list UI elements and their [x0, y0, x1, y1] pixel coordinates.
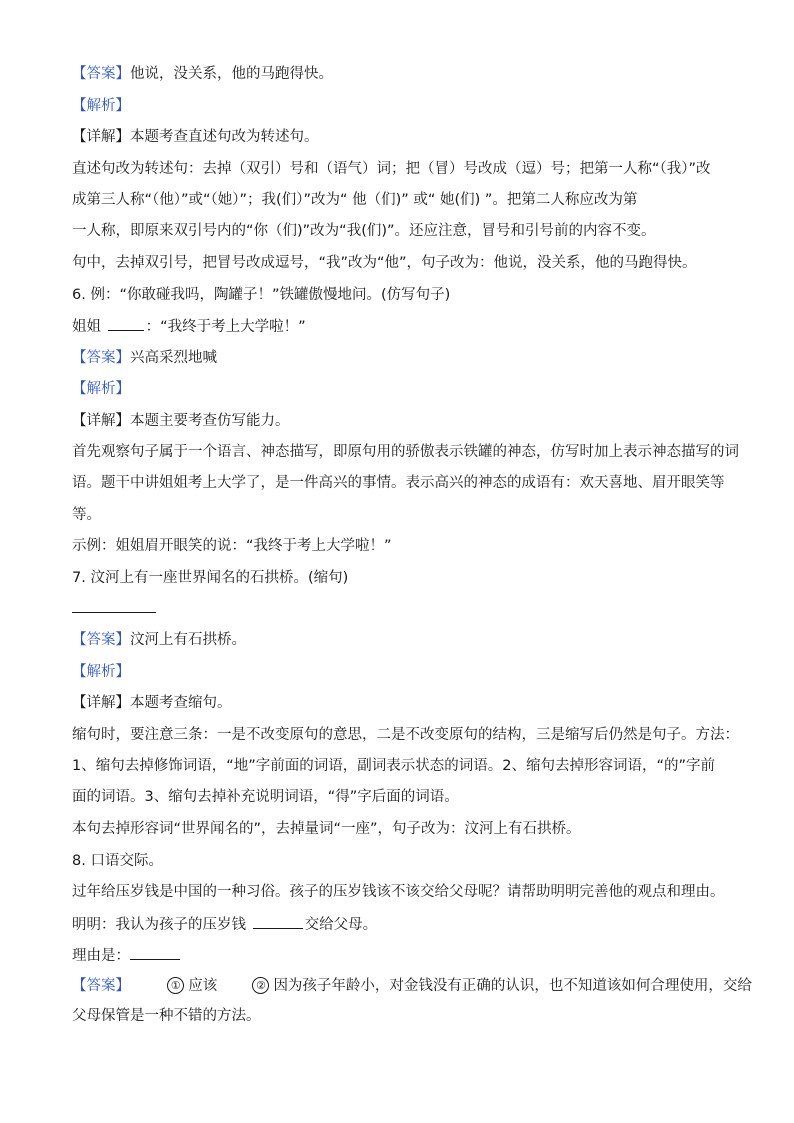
- q5-explain-line: 句中，去掉双引号，把冒号改成逗号，“我”改为“他”，句子改为：他说，没关系，他的马跑得快。: [72, 255, 697, 271]
- q6-explain-line: 语。题干中讲姐姐考上大学了，是一件高兴的事情。表示高兴的神态的成语有：欢天喜地、眉开眼笑等: [72, 475, 725, 491]
- q7-detail-text: 本题考查缩句。: [130, 695, 232, 711]
- q5-detail-text: 本题考查直述句改为转述句。: [130, 129, 319, 145]
- analysis-tag: 【解析】: [72, 381, 130, 397]
- q7-analysis-line: [72, 662, 130, 682]
- q7-answer-blank[interactable]: [72, 612, 156, 613]
- q8-mingming-line: [72, 914, 377, 935]
- q5-explain-line: 一人称，即原来双引号内的“你（们)”改为“我(们)”。还应注意，冒号和引号前的内容不变。: [72, 223, 656, 239]
- q8-answer-part2: 因为孩子年龄小，对金钱没有正确的认识，也不知道该如何合理使用，交给: [273, 978, 752, 994]
- q8-mingming-prefix: 明明：我认为孩子的压岁钱: [72, 917, 246, 933]
- q7-answer-line: [72, 630, 246, 650]
- q7-explain-line: 面的词语。3、缩句去掉补充说明词语，“得”字后面的词语。: [72, 789, 459, 805]
- q5-answer-text: 他说，没关系，他的马跑得快。: [130, 66, 333, 82]
- analysis-tag: 【解析】: [72, 98, 130, 114]
- answer-tag: 【答案】: [72, 350, 130, 366]
- q5-explain-line: 成第三人称“（他）”或“（她）”；我(们）”改为“ 他（们)” 或“ 她(们) ”。把第二人称应改为第: [72, 192, 638, 208]
- q6-detail-line: [72, 411, 290, 431]
- q6-prompt-prefix: 姐姐: [72, 319, 101, 335]
- q7-explain-line: 缩句时，要注意三条：一是不改变原句的意思，二是不改变原句的结构，三是缩写后仍然是句子。方法：: [72, 727, 739, 743]
- answer-tag: 【答案】: [72, 66, 130, 82]
- detail-tag: 【详解】: [72, 695, 130, 711]
- answer-number-1: ①: [167, 977, 184, 994]
- q7-explain-line: 1、缩句去掉修饰词语，“地”字前面的词语，副词表示状态的词语。2、缩句去掉形容词语，“的”字前: [72, 758, 715, 774]
- q6-stem: 6. 例：“你敢碰我吗，陶罐子！”铁罐傲慢地问。(仿写句子): [72, 287, 451, 303]
- detail-tag: 【详解】: [72, 413, 130, 429]
- analysis-tag: 【解析】: [72, 664, 130, 680]
- q6-answer-line: [72, 348, 217, 368]
- q6-prompt-suffix: ：“我终于考上大学啦！”: [145, 319, 306, 335]
- q8-answer-part1: 应该: [188, 978, 218, 994]
- q8-intro: 过年给压岁钱是中国的一种习俗。孩子的压岁钱该不该交给父母呢？请帮助明明完善他的观点和理由。: [72, 884, 725, 900]
- answer-tag: 【答案】: [72, 632, 130, 648]
- q6-explain-line: 首先观察句子属于一个语言、神态描写，即原句用的骄傲表示铁罐的神态，仿写时加上表示神态描写的词: [72, 444, 739, 460]
- q8-answer-line: [72, 976, 752, 996]
- q5-detail-line: [72, 127, 319, 147]
- q7-stem: 7. 汶河上有一座世界闻名的石拱桥。(缩句): [72, 570, 349, 586]
- q7-detail-line: [72, 693, 232, 713]
- q6-example-line: 示例：姐姐眉开眼笑的说：“我终于考上大学啦！”: [72, 538, 392, 554]
- q7-answer-text: 汶河上有石拱桥。: [130, 632, 246, 648]
- q6-analysis-line: [72, 379, 130, 399]
- q5-analysis-line: [72, 96, 130, 116]
- q6-detail-text: 本题主要考查仿写能力。: [130, 413, 290, 429]
- q8-reason-line: [72, 945, 180, 966]
- q8-opinion-blank[interactable]: [253, 914, 303, 929]
- q8-answer-continuation: 父母保管是一种不错的方法。: [72, 1008, 261, 1024]
- q5-explain-line: 直述句改为转述句：去掉（双引）号和（语气）词；把（冒）号改成（逗）号；把第一人称“（我）”改: [72, 161, 711, 177]
- q7-explain-line: 本句去掉形容词“世界闻名的”，去掉量词“一座”，句子改为：汶河上有石拱桥。: [72, 821, 581, 837]
- q8-stem: 8. 口语交际。: [72, 853, 163, 869]
- q8-reason-label: 理由是：: [72, 948, 130, 964]
- q6-prompt-line: [72, 316, 306, 337]
- q6-answer-blank[interactable]: [108, 316, 144, 331]
- q8-mingming-suffix: 交给父母。: [304, 917, 378, 933]
- answer-tag: 【答案】: [72, 978, 130, 994]
- detail-tag: 【详解】: [72, 129, 130, 145]
- q6-answer-text: 兴高采烈地喊: [130, 350, 217, 366]
- q6-explain-line: 等。: [72, 507, 101, 523]
- q5-answer-line: [72, 64, 333, 84]
- answer-number-2: ②: [252, 977, 269, 994]
- q8-reason-blank[interactable]: [130, 945, 180, 960]
